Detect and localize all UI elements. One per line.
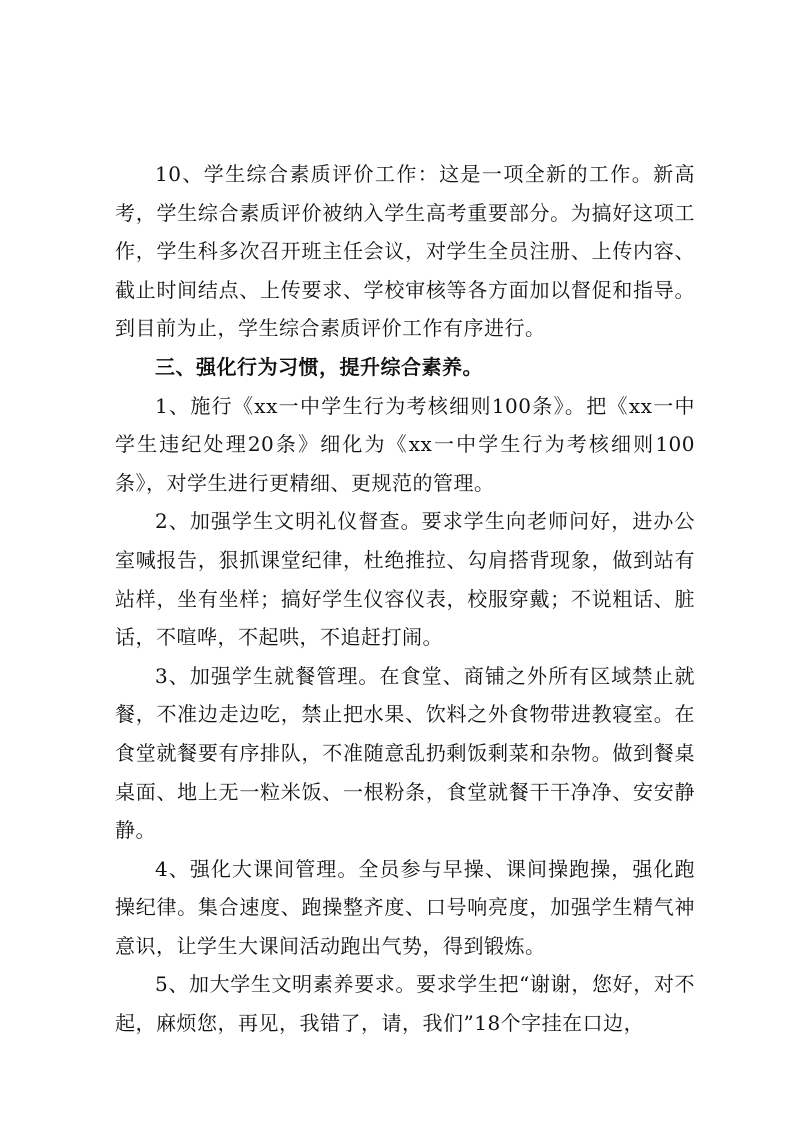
paragraph-etiquette-inspection: 2、加强学生文明礼仪督查。要求学生向老师问好，进办公室喊报告，狠抓课堂纪律，杜绝推拉、勾肩搭背现象，做到站有站样，坐有坐样；搞好学生仪容仪表，校服穿戴；不说粗话、脏话，不喧哗，不起哄，不追赶打闹。 [115, 509, 695, 650]
paragraph-behavior-rules: 1、施行《xx一中学生行为考核细则100条》。把《xx一中学生违纪处理20条》细化为《xx一中学生行为考核细则100条》，对学生进行更精细、更规范的管理。 [115, 393, 695, 495]
paragraph-civility-requirements: 5、加大学生文明素养要求。要求学生把“谢谢，您好，对不起，麻烦您，再见，我错了，请，我们”18个字挂在口边， [115, 972, 695, 1036]
document-body [115, 155, 695, 1043]
section-heading-behavior-habits: 三、强化行为习惯，提升综合素养。 [155, 354, 483, 379]
paragraph-comprehensive-evaluation: 10、学生综合素质评价工作：这是一项全新的工作。新高考，学生综合素质评价被纳入学生高考重要部分。为搞好这项工作，学生科多次召开班主任会议，对学生全员注册、上传内容、截止时间结点、上传要求、学校审核等各方面加以督促和指导。到目前为止，学生综合素质评价工作有序进行。 [115, 162, 695, 341]
paragraph-recess-management: 4、强化大课间管理。全员参与早操、课间操跑操，强化跑操纪律。集合速度、跑操整齐度、口号响亮度，加强学生精气神意识，让学生大课间活动跑出气势，得到锻炼。 [115, 856, 695, 958]
paragraph-dining-management: 3、加强学生就餐管理。在食堂、商铺之外所有区域禁止就餐，不准边走边吃，禁止把水果、饮料之外食物带进教寝室。在食堂就餐要有序排队，不准随意乱扔剩饭剩菜和杂物。做到餐桌桌面、地上无一粒米饭、一根粉条，食堂就餐干干净净、安安静静。 [115, 663, 695, 843]
